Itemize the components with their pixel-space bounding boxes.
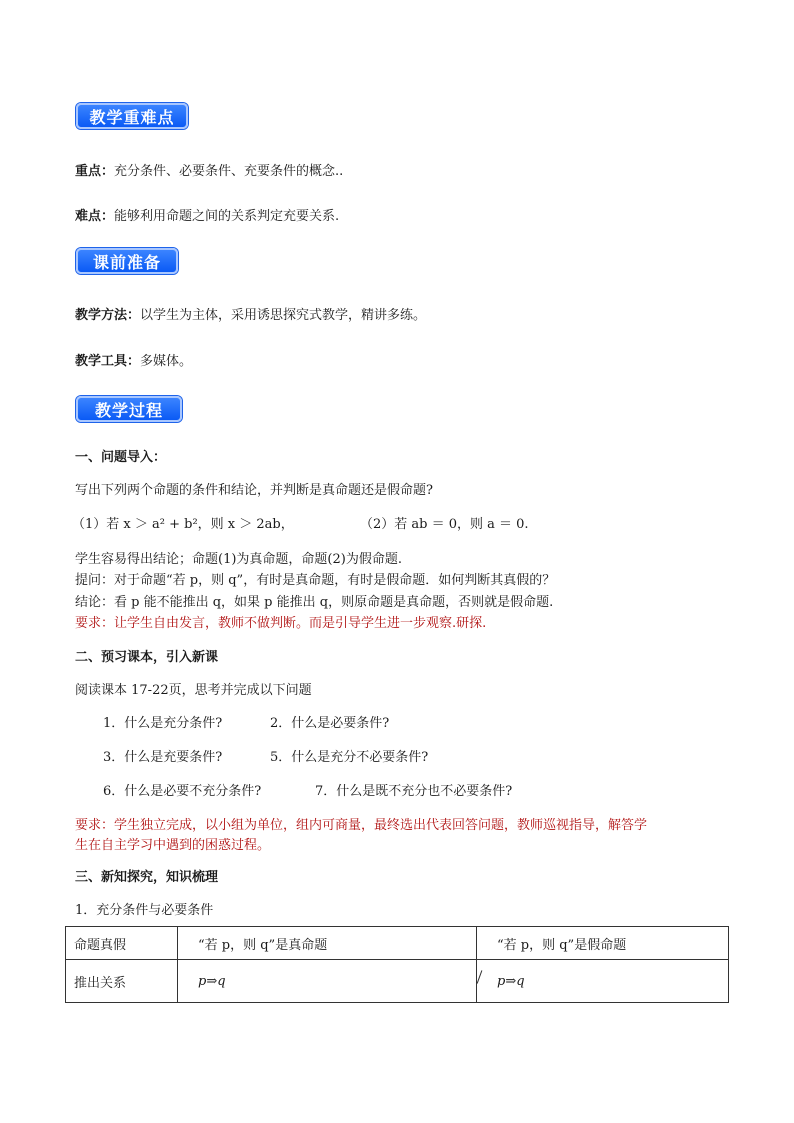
question-5: 5．什么是充分不必要条件?	[270, 750, 429, 765]
part1-conclusion: 学生容易得出结论；命题(1)为真命题，命题(2)为假命题.	[75, 552, 402, 567]
method-label: 教学方法：	[75, 308, 141, 323]
part2-intro: 阅读课本 17-22页，思考并完成以下问题	[75, 683, 312, 698]
part1-intro: 写出下列两个命题的条件和结论，并判断是真命题还是假命题?	[75, 483, 433, 498]
tools-line	[75, 350, 192, 369]
table-row	[66, 927, 729, 960]
part2-requirement-line1: 要求：学生独立完成，以小组为单位，组内可商量，最终选出代表回答问题，教师巡视指导，解答学	[75, 818, 648, 833]
hard-point-text: 能够利用命题之间的关系判定充要关系.	[114, 209, 340, 224]
section-badge-key-difficulties: 教学重难点	[76, 103, 188, 129]
part1-prop2: （2）若 ab ＝ 0，则 a ＝ 0.	[360, 517, 529, 532]
part1-question: 提问：对于命题“若 p，则 q”，有时是真命题，有时是假命题．如何判断其真假的？	[75, 573, 556, 588]
part1-heading: 一、问题导入：	[75, 450, 167, 465]
part1-requirement: 要求：让学生自由发言，教师不做判断。而是引导学生进一步观察.研探.	[75, 616, 487, 631]
table-cell: “若 p，则 q”是真命题	[178, 927, 477, 960]
table-row	[66, 960, 729, 1003]
part3-heading: 三、新知探究，知识梳理	[75, 870, 219, 885]
table-cell: 命题真假	[66, 927, 178, 960]
question-1: 1．什么是充分条件?	[103, 716, 223, 731]
table-cell: “若 p，则 q”是假命题	[477, 927, 729, 960]
question-2: 2．什么是必要条件?	[270, 716, 390, 731]
hard-point-label: 难点：	[75, 209, 115, 224]
part1-result: 结论：看 p 能不能推出 q，如果 p 能推出 q，则原命题是真命题，否则就是假命题.	[75, 595, 554, 610]
method-text: 以学生为主体，采用诱思探究式教学，精讲多练。	[140, 308, 427, 323]
question-7: 7．什么是既不充分也不必要条件?	[315, 784, 513, 799]
key-point-label: 重点：	[75, 164, 115, 179]
implication-false: p⇒q	[477, 960, 729, 1003]
part2-requirement-line2: 生在自主学习中遇到的困惑过程。	[75, 838, 271, 853]
question-3: 3．什么是充要条件?	[103, 750, 223, 765]
part2-heading: 二、预习课本，引入新课	[75, 650, 219, 665]
tools-label: 教学工具：	[75, 354, 141, 369]
section-badge-preparation: 课前准备	[76, 248, 178, 274]
tools-text: 多媒体。	[140, 354, 193, 369]
key-point-line	[75, 160, 343, 179]
key-point-text: 充分条件、必要条件、充要条件的概念..	[114, 164, 344, 179]
table-cell: 推出关系	[66, 960, 178, 1003]
section-badge-process: 教学过程	[76, 396, 182, 422]
part1-prop1: （1）若 x ＞ a² + b²，则 x ＞ 2ab，	[72, 517, 294, 532]
hard-point-line	[75, 205, 339, 224]
part3-subheading: 1．充分条件与必要条件	[75, 903, 214, 918]
question-6: 6．什么是必要不充分条件?	[103, 784, 262, 799]
method-line	[75, 304, 426, 323]
implication-true: p⇒q	[178, 960, 477, 1003]
conditions-table	[65, 926, 729, 1003]
